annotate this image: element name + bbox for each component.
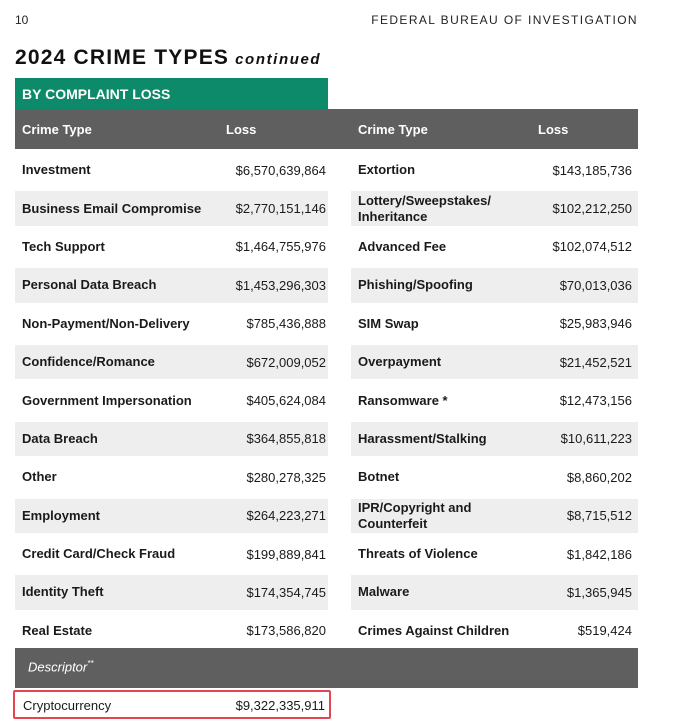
crime-type-name: Overpayment [358, 354, 442, 370]
table-cell-right [351, 345, 638, 379]
crime-type-name: Advanced Fee [358, 238, 447, 254]
crime-loss-value: $519,424 [577, 623, 632, 639]
table-cell-right [351, 307, 638, 341]
col-header-left-type: Crime Type [22, 122, 92, 137]
table-row [15, 533, 638, 571]
table-row [15, 610, 638, 648]
table-cell-left [15, 499, 328, 533]
table-cell-left [15, 460, 328, 494]
table-cell-left [15, 575, 328, 609]
table-row [15, 149, 638, 187]
crime-table-body [15, 149, 638, 648]
table-cell-right [351, 268, 638, 302]
table-cell-right [351, 460, 638, 494]
crime-loss-value: $174,354,745 [246, 584, 326, 600]
table-cell-left [15, 268, 328, 302]
table-cell-right [351, 614, 638, 648]
crime-type-name: Employment [22, 507, 101, 523]
crime-loss-value: $405,624,084 [246, 393, 326, 409]
crime-type-name: Tech Support [22, 238, 105, 254]
crime-type-name: Personal Data Breach [22, 277, 157, 293]
table-row [15, 303, 638, 341]
descriptor-marker: ** [87, 659, 94, 668]
crime-type-name: Real Estate [22, 622, 93, 638]
descriptor-row-loss: $9,322,335,911 [235, 698, 325, 713]
table-cell-right [351, 153, 638, 187]
page-number: 10 [15, 13, 29, 27]
table-cell-left [15, 307, 328, 341]
crime-type-name: Phishing/Spoofing [358, 277, 473, 293]
table-cell-left [15, 614, 328, 648]
crime-loss-value: $25,983,946 [559, 316, 632, 332]
title-main: 2024 CRIME TYPES [15, 46, 230, 69]
crime-loss-value: $8,715,512 [566, 508, 632, 524]
descriptor-bar [15, 648, 638, 688]
crime-loss-value: $102,074,512 [552, 239, 632, 255]
table-cell-right [351, 383, 638, 417]
crime-type-name: Confidence/Romance [22, 354, 155, 370]
crime-type-name: Business Email Compromise [22, 200, 202, 216]
table-row [15, 456, 638, 494]
crime-type-name: Identity Theft [22, 584, 104, 600]
crime-loss-value: $143,185,736 [552, 162, 632, 178]
crime-loss-value: $102,212,250 [552, 201, 632, 217]
title-continued: continued [235, 51, 322, 68]
crime-type-name: Non-Payment/Non-Delivery [22, 315, 190, 331]
table-row [15, 418, 638, 456]
descriptor-label: Descriptor [28, 659, 88, 675]
crime-loss-value: $1,365,945 [566, 584, 632, 600]
table-cell-right [351, 537, 638, 571]
table-cell-right [351, 499, 638, 533]
crime-type-name: Ransomware * [358, 392, 448, 408]
crime-type-name: SIM Swap [358, 315, 419, 331]
crime-type-name: Lottery/Sweepstakes/ Inheritance [358, 192, 491, 224]
table-cell-left [15, 383, 328, 417]
crime-type-name: Government Impersonation [22, 392, 192, 408]
table-cell-right [351, 191, 638, 225]
table-cell-left [15, 153, 328, 187]
table-row [15, 495, 638, 533]
crime-loss-value: $12,473,156 [559, 393, 632, 409]
table-row [15, 264, 638, 302]
crime-loss-value: $264,223,271 [246, 508, 326, 524]
page-title [15, 46, 321, 70]
descriptor-row-highlighted [13, 690, 331, 719]
crime-loss-value: $1,453,296,303 [235, 277, 326, 293]
table-cell-right [351, 422, 638, 456]
crime-loss-value: $1,464,755,976 [235, 239, 326, 255]
table-row [15, 379, 638, 417]
agency-name: FEDERAL BUREAU OF INVESTIGATION [371, 13, 638, 27]
crime-loss-value: $10,611,223 [560, 431, 632, 447]
crime-loss-value: $1,842,186 [566, 546, 632, 562]
crime-loss-value: $785,436,888 [246, 316, 326, 332]
crime-type-name: Data Breach [22, 430, 98, 446]
crime-type-name: Botnet [358, 469, 400, 485]
crime-type-name: Investment [22, 162, 91, 178]
crime-type-name: Other [22, 469, 57, 485]
table-cell-right [351, 575, 638, 609]
crime-loss-value: $199,889,841 [246, 546, 326, 562]
table-row [15, 187, 638, 225]
crime-type-name: Malware [358, 584, 410, 600]
table-header [15, 109, 638, 149]
crime-loss-value: $8,860,202 [566, 469, 632, 485]
col-header-right-type: Crime Type [358, 122, 428, 137]
crime-type-name: Harassment/Stalking [358, 430, 487, 446]
crime-type-name: IPR/Copyright and Counterfeit [358, 499, 472, 531]
table-cell-right [351, 230, 638, 264]
crime-loss-value: $2,770,151,146 [235, 201, 326, 217]
table-cell-left [15, 191, 328, 225]
crime-type-name: Threats of Violence [358, 546, 478, 562]
crime-loss-value: $6,570,639,864 [235, 162, 326, 178]
descriptor-row-name: Cryptocurrency [23, 698, 112, 713]
crime-loss-value: $21,452,521 [559, 354, 632, 370]
crime-loss-value: $280,278,325 [246, 469, 326, 485]
col-header-right-loss: Loss [538, 122, 569, 137]
crime-type-name: Credit Card/Check Fraud [22, 546, 176, 562]
crime-loss-value: $70,013,036 [559, 277, 632, 293]
crime-loss-value: $672,009,052 [246, 354, 326, 370]
col-header-left-loss: Loss [226, 122, 257, 137]
crime-type-name: Extortion [358, 162, 416, 178]
table-row [15, 226, 638, 264]
table-cell-left [15, 537, 328, 571]
table-row [15, 571, 638, 609]
crime-loss-value: $173,586,820 [246, 623, 326, 639]
section-tab: BY COMPLAINT LOSS [15, 78, 328, 109]
table-cell-left [15, 422, 328, 456]
table-cell-left [15, 230, 328, 264]
table-row [15, 341, 638, 379]
crime-loss-value: $364,855,818 [246, 431, 326, 447]
table-cell-left [15, 345, 328, 379]
crime-type-name: Crimes Against Children [358, 622, 510, 638]
